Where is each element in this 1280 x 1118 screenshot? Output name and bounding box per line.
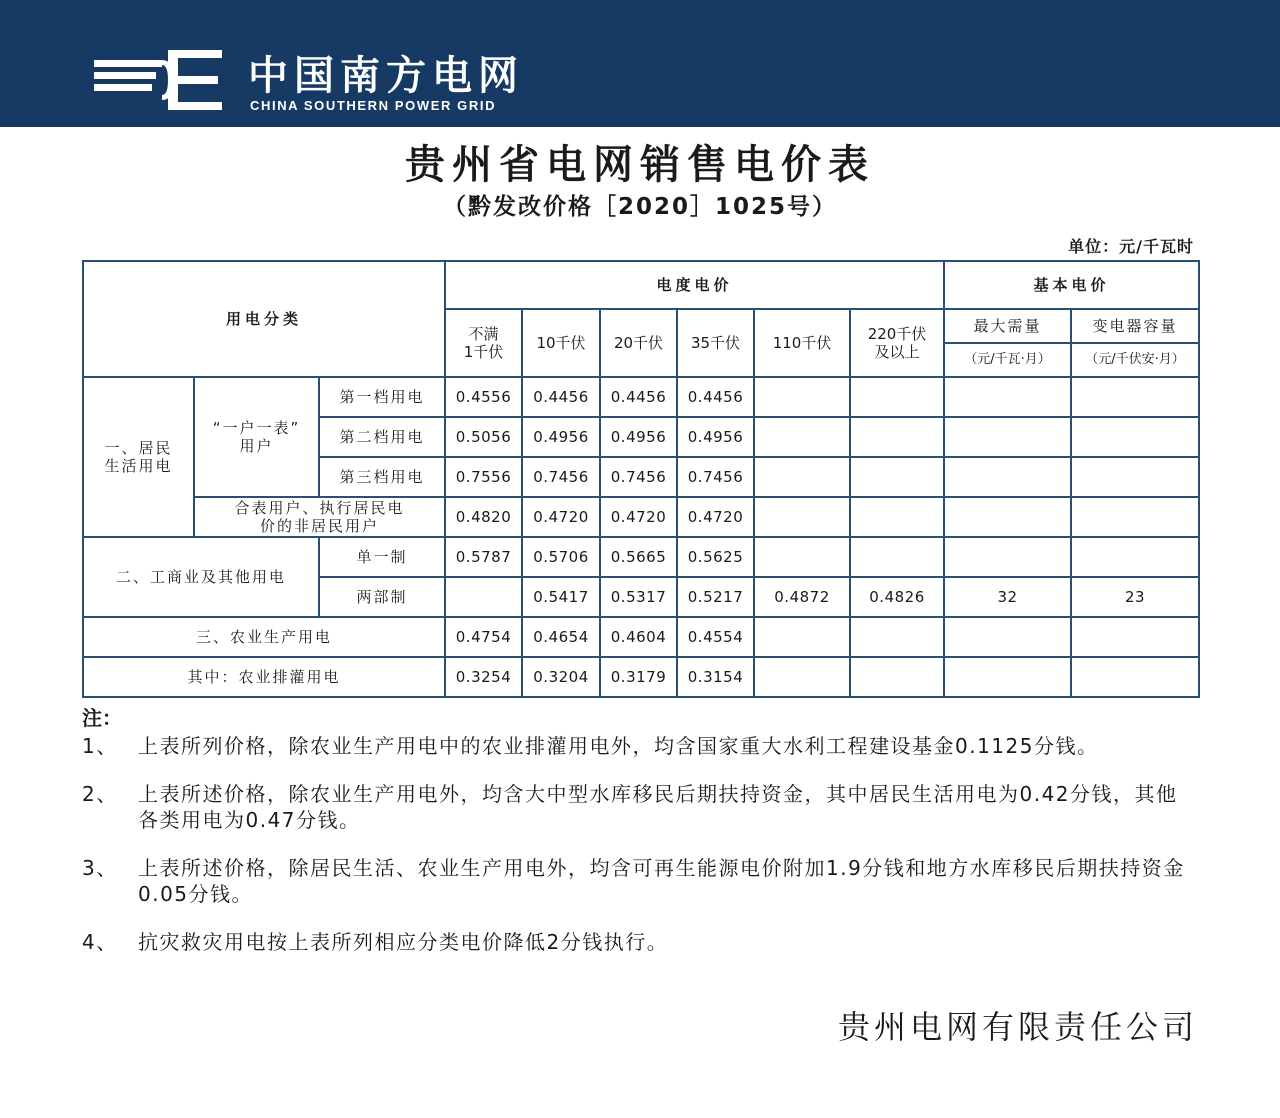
price-cell: 0.3254 bbox=[445, 657, 522, 697]
voltage-header: 110千伏 bbox=[754, 309, 850, 377]
note-text: 上表所述价格，除农业生产用电外，均含大中型水库移民后期扶持资金，其中居民生活用电为0.42分钱，其他各类用电为0.47分钱。 bbox=[138, 782, 1178, 832]
price-cell: 0.5625 bbox=[677, 537, 754, 577]
price-cell: 0.3204 bbox=[522, 657, 600, 697]
note-text: 上表所列价格，除农业生产用电中的农业排灌用电外，均含国家重大水利工程建设基金0.1125分钱。 bbox=[138, 734, 1099, 758]
price-cell: 0.4456 bbox=[677, 377, 754, 417]
price-cell bbox=[944, 537, 1071, 577]
company-name: 贵州电网有限责任公司 bbox=[837, 1008, 1198, 1046]
price-cell: 0.4826 bbox=[850, 577, 944, 617]
note-item bbox=[82, 855, 1198, 907]
price-cell: 0.7456 bbox=[677, 457, 754, 497]
row-label: 第二档用电 bbox=[319, 417, 445, 457]
price-cell: 0.4456 bbox=[522, 377, 600, 417]
note-number: 1、 bbox=[82, 734, 118, 758]
price-cell bbox=[850, 377, 944, 417]
table-row bbox=[83, 377, 1199, 417]
note-text: 上表所述价格，除居民生活、农业生产用电外，均含可再生能源电价附加1.9分钱和地方水库移民后期扶持资金0.05分钱。 bbox=[138, 856, 1185, 906]
price-cell: 0.5056 bbox=[445, 417, 522, 457]
note-text: 抗灾救灾用电按上表所列相应分类电价降低2分钱执行。 bbox=[138, 930, 669, 954]
unit-label: 单位：元/千瓦时 bbox=[1068, 237, 1194, 256]
category-agriculture: 三、农业生产用电 bbox=[83, 617, 445, 657]
price-cell bbox=[754, 617, 850, 657]
note-number: 3、 bbox=[82, 856, 118, 880]
price-cell bbox=[944, 617, 1071, 657]
price-cell: 0.5706 bbox=[522, 537, 600, 577]
price-cell bbox=[850, 457, 944, 497]
category-residential: 一、居民 生活用电 bbox=[83, 377, 194, 537]
price-cell: 0.3154 bbox=[677, 657, 754, 697]
price-cell bbox=[754, 417, 850, 457]
price-cell: 0.5665 bbox=[600, 537, 677, 577]
price-cell bbox=[1071, 537, 1199, 577]
price-cell bbox=[944, 457, 1071, 497]
note-item bbox=[82, 929, 1198, 955]
price-cell: 0.4554 bbox=[677, 617, 754, 657]
price-cell bbox=[1071, 657, 1199, 697]
price-cell: 0.4956 bbox=[522, 417, 600, 457]
table-row bbox=[83, 657, 1199, 697]
notes-label: 注： bbox=[82, 706, 122, 730]
voltage-header: 不满 1千伏 bbox=[445, 309, 522, 377]
basic-price-header: 基本电价 bbox=[944, 261, 1199, 309]
row-label: 单一制 bbox=[319, 537, 445, 577]
price-cell: 0.7556 bbox=[445, 457, 522, 497]
price-cell bbox=[850, 417, 944, 457]
category-one-meter: “一户一表” 用户 bbox=[194, 377, 319, 497]
price-cell: 0.5217 bbox=[677, 577, 754, 617]
price-cell bbox=[754, 537, 850, 577]
price-cell bbox=[944, 657, 1071, 697]
voltage-header: 10千伏 bbox=[522, 309, 600, 377]
note-number: 4、 bbox=[82, 930, 118, 954]
row-label: 第一档用电 bbox=[319, 377, 445, 417]
voltage-header: 220千伏 及以上 bbox=[850, 309, 944, 377]
note-item bbox=[82, 781, 1198, 833]
csg-logo-icon bbox=[94, 50, 222, 110]
table-row bbox=[83, 497, 1199, 537]
price-cell bbox=[850, 497, 944, 537]
price-cell: 0.4956 bbox=[677, 417, 754, 457]
header-banner bbox=[0, 0, 1280, 127]
price-cell bbox=[754, 377, 850, 417]
price-cell bbox=[754, 497, 850, 537]
row-label: 合表用户、执行居民电 价的非居民用户 bbox=[194, 497, 445, 537]
note-item bbox=[82, 733, 1198, 759]
document-title: 贵州省电网销售电价表 bbox=[405, 142, 875, 188]
logo-en-text: CHINA SOUTHERN POWER GRID bbox=[250, 98, 497, 113]
price-cell: 0.4604 bbox=[600, 617, 677, 657]
price-cell: 0.7456 bbox=[522, 457, 600, 497]
document-subtitle: （黔发改价格［2020］1025号） bbox=[442, 194, 838, 220]
price-cell: 0.5417 bbox=[522, 577, 600, 617]
price-cell bbox=[850, 537, 944, 577]
price-cell bbox=[944, 497, 1071, 537]
category-commercial: 二、工商业及其他用电 bbox=[83, 537, 319, 617]
row-label: 两部制 bbox=[319, 577, 445, 617]
price-cell bbox=[944, 377, 1071, 417]
price-cell: 32 bbox=[944, 577, 1071, 617]
category-irrigation: 其中：农业排灌用电 bbox=[83, 657, 445, 697]
price-cell bbox=[754, 457, 850, 497]
price-cell: 0.4872 bbox=[754, 577, 850, 617]
basic-column-header: 最大需量 bbox=[944, 309, 1071, 343]
price-cell: 0.4720 bbox=[677, 497, 754, 537]
price-cell: 0.5317 bbox=[600, 577, 677, 617]
basic-unit-label: （元/千瓦·月） bbox=[944, 343, 1071, 377]
voltage-header: 35千伏 bbox=[677, 309, 754, 377]
table-row bbox=[83, 617, 1199, 657]
price-cell bbox=[944, 417, 1071, 457]
price-cell bbox=[850, 617, 944, 657]
price-cell: 0.4456 bbox=[600, 377, 677, 417]
price-cell: 0.5787 bbox=[445, 537, 522, 577]
price-cell: 0.4720 bbox=[522, 497, 600, 537]
energy-price-header: 电度电价 bbox=[445, 261, 944, 309]
price-cell bbox=[1071, 417, 1199, 457]
price-cell: 0.7456 bbox=[600, 457, 677, 497]
price-cell: 0.4654 bbox=[522, 617, 600, 657]
price-cell: 0.4820 bbox=[445, 497, 522, 537]
note-number: 2、 bbox=[82, 782, 118, 806]
price-cell: 0.3179 bbox=[600, 657, 677, 697]
price-cell: 0.4956 bbox=[600, 417, 677, 457]
logo-cn-text: 中国南方电网 bbox=[248, 53, 524, 99]
voltage-header: 20千伏 bbox=[600, 309, 677, 377]
row-label: 第三档用电 bbox=[319, 457, 445, 497]
price-cell bbox=[445, 577, 522, 617]
price-cell bbox=[754, 657, 850, 697]
price-cell: 0.4754 bbox=[445, 617, 522, 657]
basic-unit-label: （元/千伏安·月） bbox=[1071, 343, 1199, 377]
price-cell bbox=[1071, 617, 1199, 657]
basic-column-header: 变电器容量 bbox=[1071, 309, 1199, 343]
table-row bbox=[83, 537, 1199, 577]
price-cell: 0.4556 bbox=[445, 377, 522, 417]
price-cell: 0.4720 bbox=[600, 497, 677, 537]
price-table bbox=[82, 260, 1200, 698]
price-cell bbox=[1071, 457, 1199, 497]
price-cell bbox=[850, 657, 944, 697]
price-cell: 23 bbox=[1071, 577, 1199, 617]
price-cell bbox=[1071, 377, 1199, 417]
notes-section bbox=[82, 705, 1198, 977]
price-cell bbox=[1071, 497, 1199, 537]
category-header: 用电分类 bbox=[83, 261, 445, 377]
